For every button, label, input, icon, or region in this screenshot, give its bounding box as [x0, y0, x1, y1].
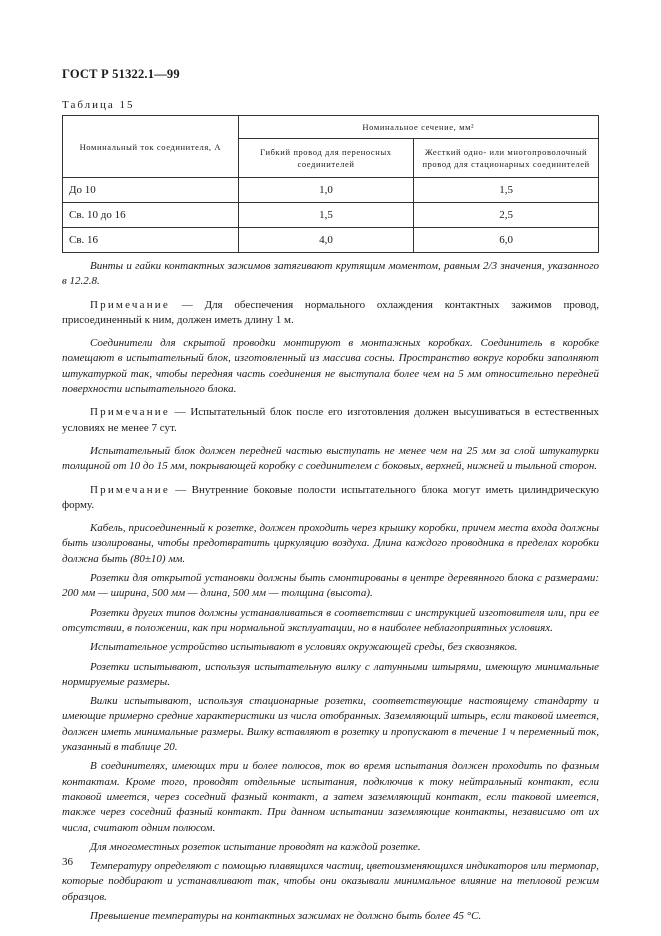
cell-rigid: 1,5	[414, 178, 599, 203]
note	[62, 298, 599, 329]
cross-section-table	[62, 115, 599, 253]
table-caption: Таблица 15	[62, 99, 135, 111]
page-number: 36	[62, 856, 73, 868]
paragraph: В соединителях, имеющих три и более полюсов, ток во время испытания должен проходить по фазным контактам. Кроме того, проводят отдельные испытания, подключив к току нейтральный контакт, если таковой имеется, через соседний фазный контакт, а затем заземляющий контакт, если таковой имеется, также через соседний фазный контакт. При данном испытании заземляющие контакты, независимо от их числа, считают одним полюсом.	[62, 760, 599, 834]
col-group-header: Номинальное сечение, мм²	[238, 116, 598, 139]
note-text: — Внутренние боковые полости испытательного блока могут иметь цилиндрическую форму.	[62, 483, 599, 511]
cell-flexible: 1,5	[238, 203, 414, 228]
cell-current: Св. 16	[63, 228, 239, 253]
cell-current: До 10	[63, 178, 239, 203]
cell-current: Св. 10 до 16	[63, 203, 239, 228]
paragraph: Розетки других типов должны устанавливаться в соответствии с инструкцией изготовителя или, при ее отсутствии, в положении, как при нормальной эксплуатации, но в наиболее неблагоприятных условиях.	[62, 606, 599, 634]
note-text: — Испытательный блок после его изготовления должен высушиваться в естественных условиях не менее 7 сут.	[62, 406, 599, 434]
table-row	[63, 203, 599, 228]
col-rigid-header: Жесткий одно- или многопроволочный провод для стационарных соединителей	[414, 139, 599, 178]
note-label: Примечание	[90, 298, 170, 311]
note	[62, 405, 599, 436]
cell-flexible: 4,0	[238, 228, 414, 253]
paragraph: Для многоместных розеток испытание проводят на каждой розетке.	[90, 840, 421, 853]
paragraph: Испытательный блок должен передней частью выступать не менее чем на 25 мм за слой штукатурки толщиной от 10 до 15 мм, покрывающей коробку с соединителем с боковых, верхней, нижней и тыльной сторон.	[62, 444, 599, 473]
paragraph: Розетки для открытой установки должны быть смонтированы в центре деревянного блока с размерами: 200 мм — ширина, 500 мм — длина, 500 мм — толщина (высота).	[62, 572, 599, 600]
paragraph: Кабель, присоединенный к розетке, должен проходить через крышку коробки, причем места входа должны быть изолированы, чтобы предотвратить циркуляцию воздуха. Длина каждого проводника в пределах коробки должна быть (80±10) мм.	[62, 522, 599, 565]
cell-rigid: 2,5	[414, 203, 599, 228]
cell-rigid: 6,0	[414, 228, 599, 253]
note-text: — Для обеспечения нормального охлаждения контактных зажимов провод, присоединенный к ним, должен иметь длину 1 м.	[62, 298, 599, 326]
table-row	[63, 228, 599, 253]
paragraph: Розетки испытывают, используя испытательную вилку с латунными штырями, имеющую минимальные нормируемые размеры.	[62, 660, 599, 688]
col-current-header: Номинальный ток соединителя, А	[63, 116, 239, 178]
document-header: ГОСТ Р 51322.1—99	[62, 67, 180, 81]
paragraph: Винты и гайки контактных зажимов затягивают крутящим моментом, равным 2/3 значения, указанного в 12.2.8.	[62, 260, 599, 288]
paragraph: Испытательное устройство испытывают в условиях окружающей среды, без сквозняков.	[90, 641, 518, 654]
cell-flexible: 1,0	[238, 178, 414, 203]
paragraph: Соединители для скрытой проводки монтируют в монтажных коробках. Соединитель в коробке помещают в испытательный блок, изготовленный из массива сосны. Пространство вокруг коробки заполняют штукатуркой так, чтобы передняя часть соединения не выступала более чем на 5 мм относительно передней поверхности испытательного блока.	[62, 337, 599, 396]
paragraph: Вилки испытывают, используя стационарные розетки, соответствующие настоящему стандарту и имеющие примерно средние характеристики из числа отобранных. Заземляющий штырь, если таковой имеется, должен иметь минимальные размеры. Вилку вставляют в розетку и пропускают в течение 1 ч переменный ток, указанный в таблице 20.	[62, 695, 599, 754]
paragraph: Температуру определяют с помощью плавящихся частиц, цветоизменяющихся индикаторов или термопар, которые подбирают и устанавливают так, чтобы они оказывали минимальное влияние на тепловой режим образцов.	[62, 860, 599, 903]
note-label: Примечание	[90, 483, 170, 496]
note	[62, 483, 599, 514]
body-text	[62, 259, 599, 924]
note-label: Примечание	[90, 406, 170, 419]
col-flexible-header: Гибкий провод для переносных соединителей	[238, 139, 414, 178]
paragraph: Превышение температуры на контактных зажимах не должно быть более 45 °С.	[90, 909, 482, 922]
table-row	[63, 178, 599, 203]
